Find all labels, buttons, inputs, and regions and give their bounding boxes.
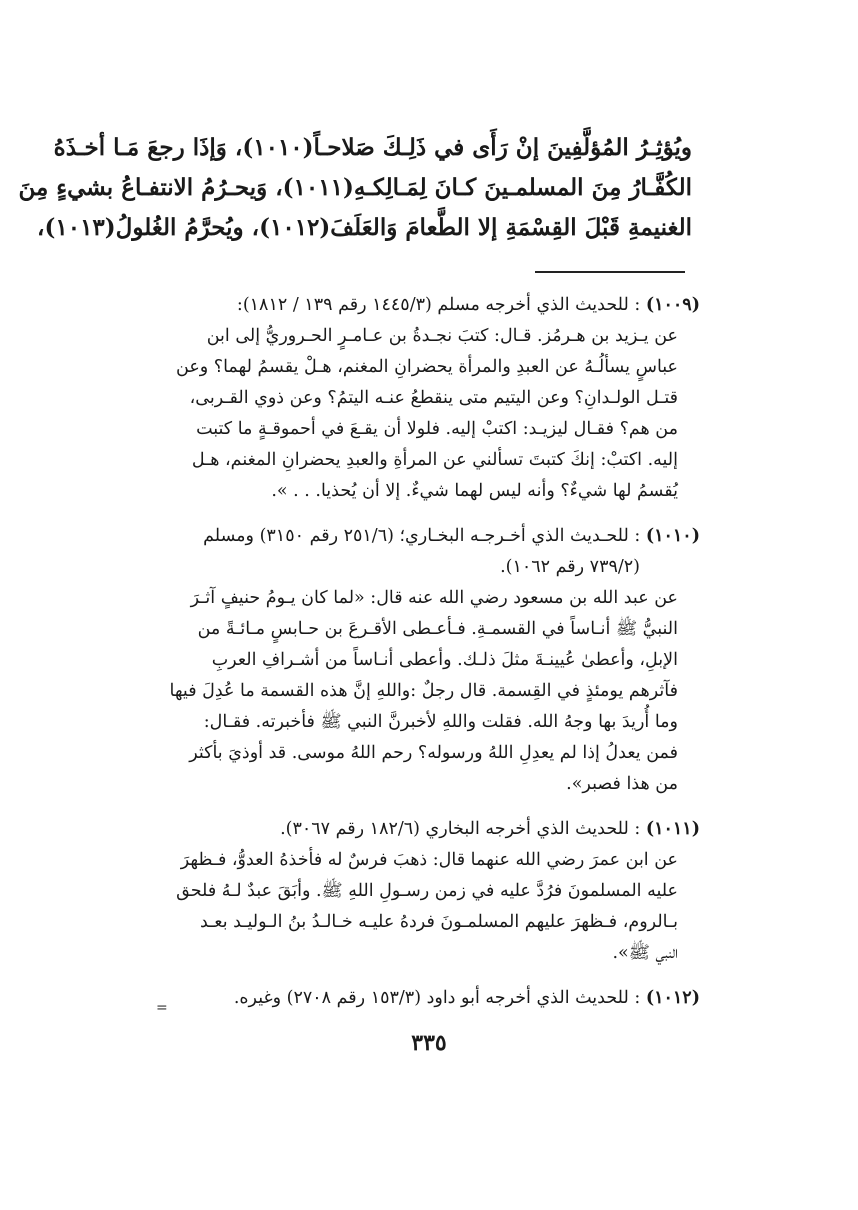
footnote-number: (١٠١١) bbox=[645, 819, 700, 839]
footnote-line: وما أُريدَ بها وجهُ الله. فقلت واللهِ لأخبرنَّ النبي ﷺ فأخبرته. فقـال: bbox=[203, 712, 678, 732]
main-text-line: الكُفَّـارُ مِنَ المسلمـينَ كـانَ لِمَـالِكـهِ(١٠١١)، وَيحـرُمُ الانتفـاعُ بشيءٍ مِنَ bbox=[18, 174, 692, 201]
footnote-number: (١٠١٠) bbox=[645, 526, 700, 546]
main-text-line: الغنيمةِ قَبْلَ القِسْمَةِ إلا الطَّعامَ وَالعَلَفَ(١٠١٢)، ويُحرَّمُ الغُلولُ(١٠١٣)، bbox=[37, 214, 692, 241]
footnote-line: النبي ﷺ». bbox=[612, 943, 678, 963]
footnote-line: يُقسمُ لها شيءٌ؟ وأنه ليس لهما شيءٌ. إلا أن يُحذيا. . . ». bbox=[271, 481, 678, 501]
footnote-line: النبيُّ ﷺ أنـاساً في القسمـةِ. فـأعـطى الأقـرعَ بن حـابسٍ مـائـةً من bbox=[197, 619, 678, 639]
footnote-number: (١٠١٢) bbox=[645, 988, 700, 1008]
footnote-1009 bbox=[160, 290, 700, 507]
footnote-source: : للحـديث الذي أخـرجـه البخـاري؛ (٢٥١/٦ رقم ٣١٥٠) ومسلم bbox=[203, 526, 641, 546]
page-number: ٣٣٥ bbox=[411, 1030, 447, 1056]
footnote-source: : للحديث الذي أخرجه مسلم (١٤٤٥/٣ رقم ١٣٩ / ١٨١٢): bbox=[236, 295, 641, 315]
footnote-source-cont: (٧٣٩/٢ رقم ١٠٦٢). bbox=[500, 557, 640, 577]
footnote-number: (١٠٠٩) bbox=[645, 295, 700, 315]
footnotes bbox=[160, 290, 700, 1028]
footnote-line: الإبلِ، وأعطىٰ عُيينـةَ مثلَ ذلـك. وأعطى أنـاساً من أشـرافِ العربِ bbox=[211, 650, 678, 670]
footnote-line: عن يـزيد بن هـرمُز. قـال: كتبَ نجـدةُ بن عـامـرٍ الحـروريُّ إلى ابن bbox=[206, 326, 678, 346]
footnote-line: من هم؟ فقـال ليزيـد: اكتبْ إليه. فلولا أن يقـعَ في أحموقـةٍ ما كتبت bbox=[196, 419, 678, 439]
footnote-line: بـالروم، فـظهرَ عليهم المسلمـونَ فردهُ عليـه خـالـدُ بنُ الـوليـد بعـد bbox=[199, 912, 678, 932]
footnote-line: قتـل الولـدانِ؟ وعن اليتيم متى ينقطعُ عنـه اليتمُ؟ وعن ذوي القـربى، bbox=[189, 388, 678, 408]
footnote-line: فآثرهم يومئذٍ في القِسمة. قال رجلٌ :واللهِ إنَّ هذه القسمة ما عُدِلَ فيها bbox=[169, 681, 678, 701]
footnote-1011 bbox=[160, 814, 700, 969]
footnote-line: من هذا فصبر». bbox=[566, 774, 678, 794]
footnote-source: : للحديث الذي أخرجه البخاري (١٨٢/٦ رقم ٣٠٦٧). bbox=[280, 819, 641, 839]
footnote-line: عن ابن عمرَ رضي الله عنهما قال: ذهبَ فرسٌ له فأخذهُ العدوُّ، فـظهرَ bbox=[180, 850, 678, 870]
footnote-source: : للحديث الذي أخرجه أبو داود (١٥٣/٣ رقم ٢٧٠٨) وغيره. bbox=[233, 988, 641, 1008]
margin-mark: = bbox=[156, 1000, 168, 1016]
footnote-line: عباسٍ يسألُـهُ عن العبدِ والمرأة يحضرانِ المغنم، هـلْ يقسمُ لهما؟ وعن bbox=[176, 357, 678, 377]
footnote-1012 bbox=[160, 983, 700, 1014]
main-text-line: ويُؤثِـرُ المُؤلَّفِينَ إنْ رَأَى في ذَلِـكَ صَلاحـاً(١٠١٠)، وَإذَا رجعَ مَـا أخـذَهُ bbox=[53, 134, 692, 161]
footnote-line: عن عبد الله بن مسعود رضي الله عنه قال: «لما كان يـومُ حنيفٍ آثـرَ bbox=[190, 588, 678, 608]
footnote-line: فمن يعدلُ إذا لم يعدِلِ اللهُ ورسوله؟ رحم اللهُ موسى. قد أوذيَ بأكثر bbox=[189, 743, 678, 763]
main-text bbox=[18, 128, 692, 248]
footnote-1010 bbox=[160, 521, 700, 800]
footnote-line: عليه المسلمونَ فرُدَّ عليه في زمن رسـولِ اللهِ ﷺ. وأبَقَ عبدٌ لـهُ فلحق bbox=[176, 881, 678, 901]
footnote-separator bbox=[535, 271, 685, 273]
footnote-line: إليه. اكتبْ: إنكَ كتبتَ تسألني عن المرأةِ والعبدِ يحضرانِ المغنم، هـل bbox=[191, 450, 678, 470]
